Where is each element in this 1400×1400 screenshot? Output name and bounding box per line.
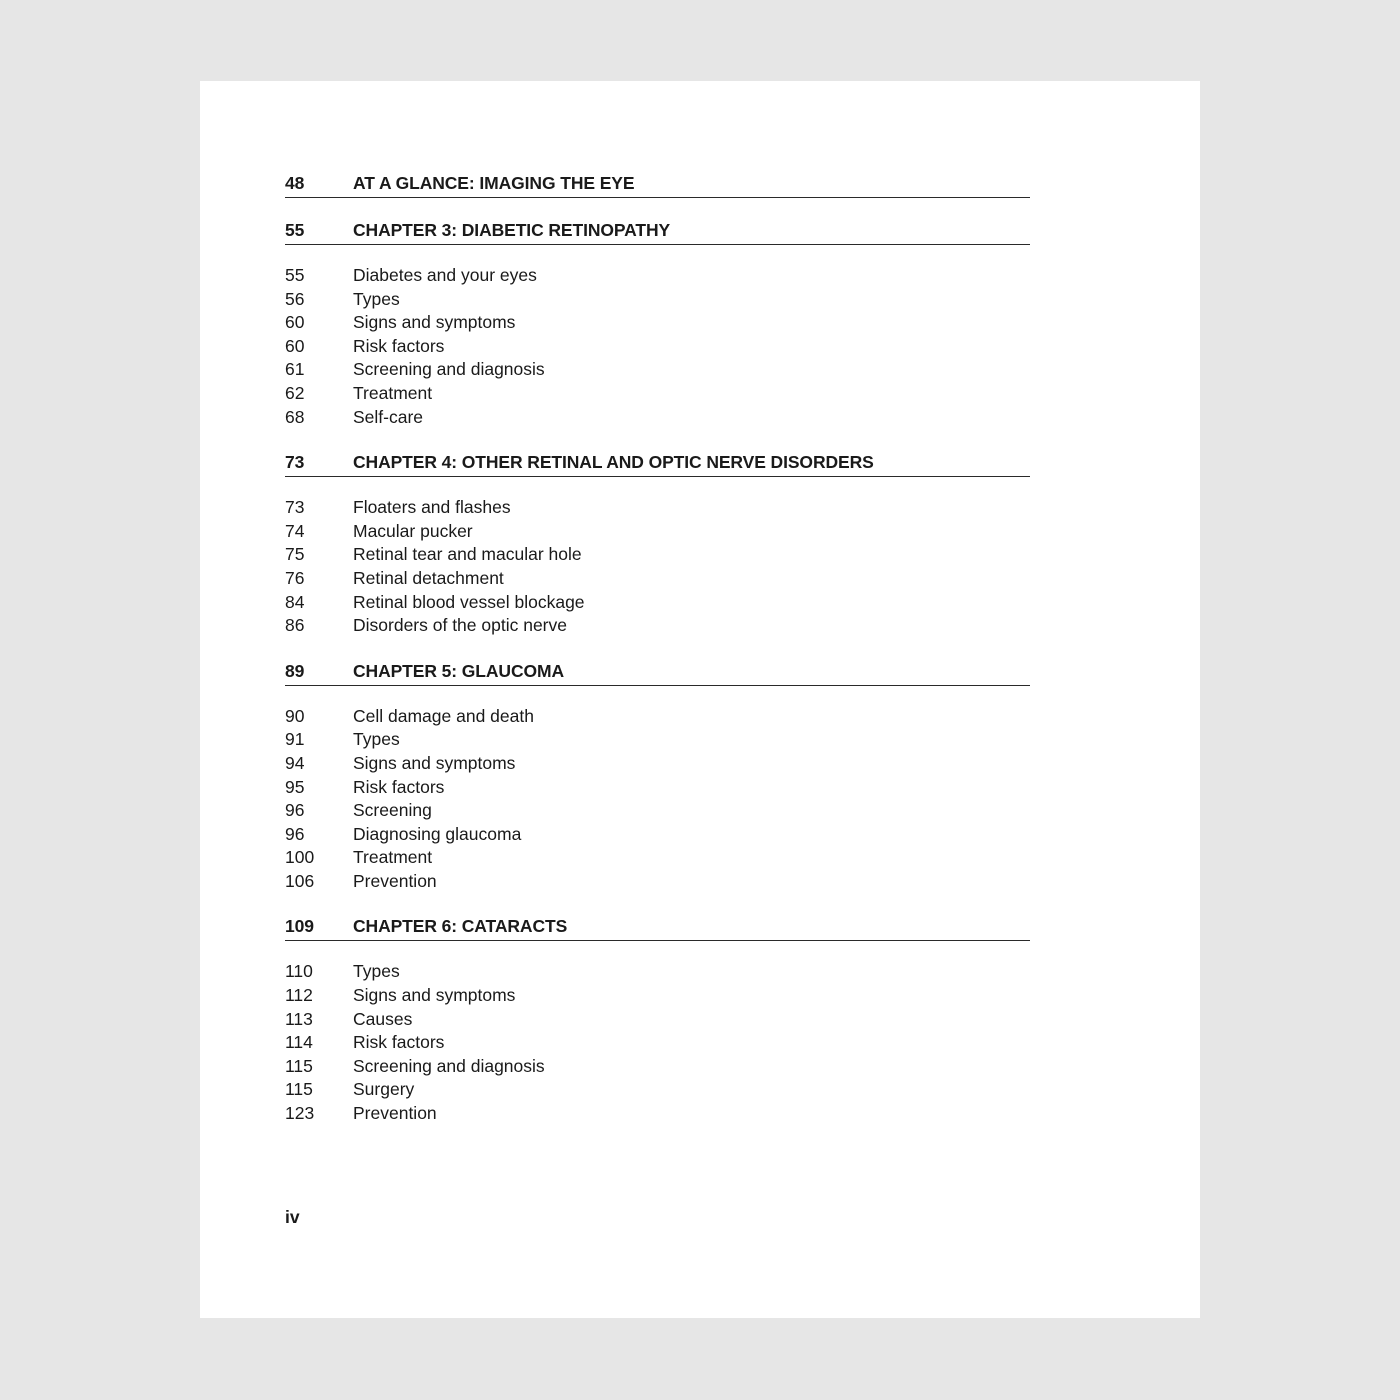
toc-entry-list: [285, 477, 1030, 638]
toc-entry[interactable]: [285, 870, 1030, 894]
entry-label: Screening and diagnosis: [353, 1055, 545, 1076]
entry-page-number: 76: [285, 567, 305, 588]
entry-page-number: 60: [285, 335, 305, 356]
entry-page-number: 56: [285, 288, 305, 309]
entry-label: Signs and symptoms: [353, 752, 516, 773]
section-page-number: 89: [285, 660, 305, 681]
entry-page-number: 114: [285, 1032, 313, 1053]
entry-page-number: 115: [285, 1079, 313, 1100]
toc-section: [285, 448, 1030, 657]
entry-label: Disorders of the optic nerve: [353, 615, 567, 636]
toc-entry[interactable]: [285, 984, 1030, 1008]
entry-label: Retinal tear and macular hole: [353, 544, 582, 565]
toc-entry[interactable]: [285, 520, 1030, 544]
entry-label: Signs and symptoms: [353, 985, 516, 1006]
toc-entry[interactable]: [285, 288, 1030, 312]
entry-page-number: 73: [285, 497, 305, 518]
entry-page-number: 84: [285, 591, 305, 612]
toc-entry[interactable]: [285, 358, 1030, 382]
book-page: [200, 81, 1200, 1318]
entry-page-number: 55: [285, 265, 305, 285]
toc-entry[interactable]: [285, 264, 1030, 288]
toc-section: [285, 657, 1030, 913]
entry-label: Retinal blood vessel blockage: [353, 591, 585, 612]
entry-label: Screening and diagnosis: [353, 359, 545, 380]
section-title: CHAPTER 4: OTHER RETINAL AND OPTIC NERVE DISORDERS: [353, 452, 874, 473]
entry-label: Screening: [353, 800, 432, 821]
entry-label: Retinal detachment: [353, 567, 504, 588]
toc-entry[interactable]: [285, 543, 1030, 567]
entry-page-number: 110: [285, 961, 313, 982]
entry-page-number: 74: [285, 520, 305, 541]
entry-label: Risk factors: [353, 335, 445, 356]
entry-label: Cell damage and death: [353, 705, 534, 726]
toc-entry[interactable]: [285, 382, 1030, 406]
section-spacer: [285, 638, 1030, 657]
toc-entry[interactable]: [285, 311, 1030, 335]
entry-page-number: 100: [285, 847, 315, 868]
entry-page-number: 95: [285, 776, 305, 797]
entry-page-number: 86: [285, 615, 305, 636]
toc-entry[interactable]: [285, 705, 1030, 729]
toc-entry[interactable]: [285, 406, 1030, 430]
entry-page-number: 113: [285, 1008, 313, 1029]
toc-entry[interactable]: [285, 1008, 1030, 1032]
toc-entry[interactable]: [285, 846, 1030, 870]
section-page-number: 73: [285, 452, 305, 473]
entry-page-number: 112: [285, 985, 313, 1006]
toc-entry[interactable]: [285, 1031, 1030, 1055]
entry-page-number: 90: [285, 705, 305, 726]
toc-entry-list: [285, 245, 1030, 429]
entry-label: Types: [353, 729, 400, 750]
entry-label: Prevention: [353, 1103, 437, 1124]
toc-entry[interactable]: [285, 1078, 1030, 1102]
section-page-number: 109: [285, 916, 314, 937]
entry-label: Prevention: [353, 870, 437, 891]
entry-page-number: 96: [285, 823, 305, 844]
entry-label: Causes: [353, 1008, 413, 1029]
section-title: AT A GLANCE: IMAGING THE EYE: [353, 173, 635, 193]
entry-label: Treatment: [353, 847, 433, 868]
toc-section-heading[interactable]: [285, 912, 1030, 941]
entry-page-number: 60: [285, 312, 305, 333]
toc-section: [285, 216, 1030, 448]
entry-page-number: 123: [285, 1103, 315, 1124]
entry-page-number: 106: [285, 870, 315, 891]
toc-entry-list: [285, 686, 1030, 894]
toc-section: [285, 169, 1030, 216]
entry-label: Floaters and flashes: [353, 497, 511, 518]
entry-label: Self-care: [353, 406, 424, 427]
section-spacer: [285, 429, 1030, 448]
toc-entry[interactable]: [285, 1055, 1030, 1079]
entry-label: Risk factors: [353, 1032, 445, 1053]
entry-label: Diabetes and your eyes: [353, 265, 537, 285]
entry-page-number: 91: [285, 729, 305, 750]
section-title: CHAPTER 5: GLAUCOMA: [353, 660, 565, 681]
section-title: CHAPTER 6: CATARACTS: [353, 916, 568, 937]
section-spacer: [285, 198, 1030, 216]
table-of-contents: [285, 169, 1030, 1145]
entry-label: Types: [353, 288, 400, 309]
toc-section-heading[interactable]: [285, 216, 1030, 245]
toc-entry[interactable]: [285, 335, 1030, 359]
section-spacer: [285, 1126, 1030, 1145]
toc-entry[interactable]: [285, 591, 1030, 615]
entry-label: Macular pucker: [353, 520, 473, 541]
entry-page-number: 96: [285, 800, 305, 821]
toc-section: [285, 912, 1030, 1144]
toc-entry[interactable]: [285, 960, 1030, 984]
section-title: CHAPTER 3: DIABETIC RETINOPATHY: [353, 220, 671, 240]
section-page-number: 48: [285, 173, 305, 193]
toc-entry[interactable]: [285, 799, 1030, 823]
entry-label: Diagnosing glaucoma: [353, 823, 522, 844]
toc-entry[interactable]: [285, 496, 1030, 520]
section-page-number: 55: [285, 220, 305, 240]
entry-page-number: 115: [285, 1055, 313, 1076]
entry-label: Treatment: [353, 382, 433, 403]
toc-entry-list: [285, 941, 1030, 1125]
toc-entry[interactable]: [285, 567, 1030, 591]
toc-entry[interactable]: [285, 752, 1030, 776]
toc-section-heading[interactable]: [285, 448, 1030, 477]
entry-page-number: 75: [285, 544, 305, 565]
entry-label: Types: [353, 961, 400, 982]
toc-entry[interactable]: [285, 728, 1030, 752]
entry-page-number: 68: [285, 406, 305, 427]
entry-label: Signs and symptoms: [353, 312, 516, 333]
toc-section-heading[interactable]: [285, 169, 1030, 198]
entry-page-number: 61: [285, 359, 305, 380]
toc-section-heading[interactable]: [285, 657, 1030, 686]
entry-page-number: 94: [285, 752, 305, 773]
section-spacer: [285, 893, 1030, 912]
toc-entry[interactable]: [285, 614, 1030, 638]
page-folio: iv: [285, 1207, 300, 1227]
entry-label: Surgery: [353, 1079, 415, 1100]
toc-entry[interactable]: [285, 823, 1030, 847]
entry-label: Risk factors: [353, 776, 445, 797]
entry-page-number: 62: [285, 382, 305, 403]
toc-entry[interactable]: [285, 1102, 1030, 1126]
toc-entry[interactable]: [285, 776, 1030, 800]
